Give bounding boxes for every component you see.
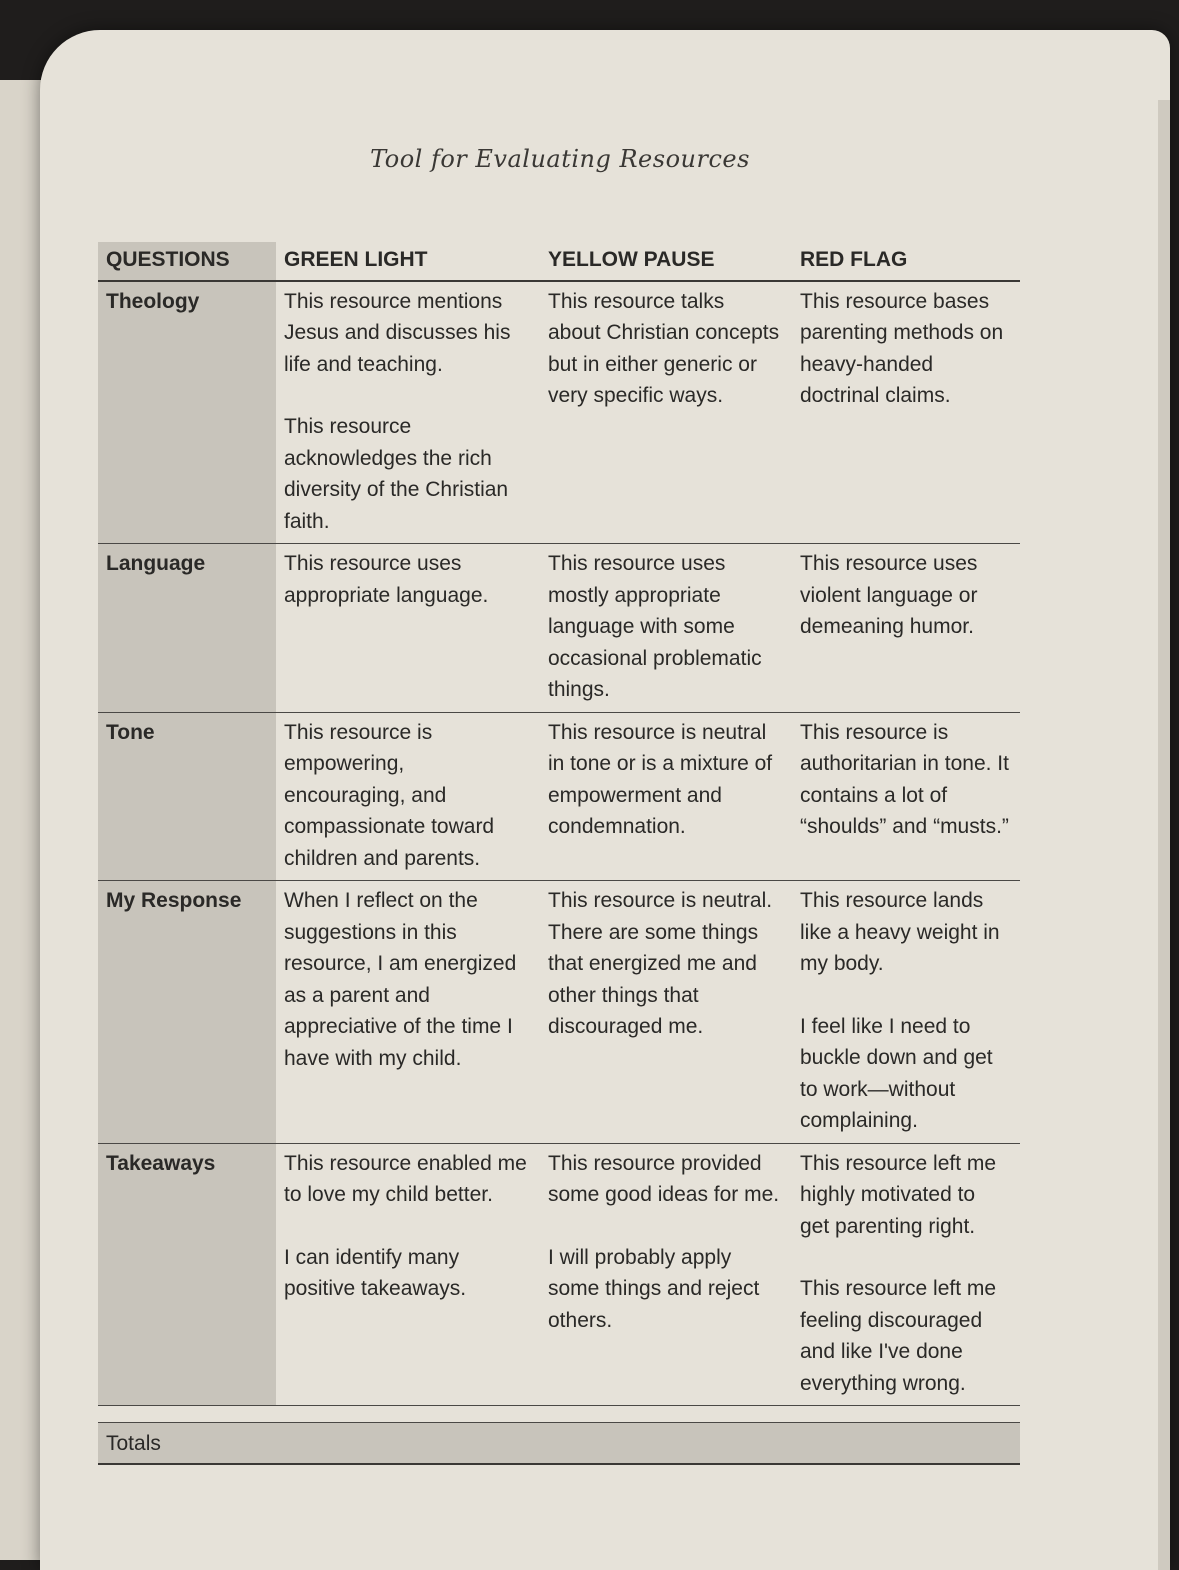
question-cell: Takeaways (98, 1143, 276, 1406)
green-cell (276, 712, 540, 881)
yellow-text: This resource is neutral. There are some things that energized me and other things that discouraged me. (548, 889, 773, 1038)
red-cell (792, 281, 1020, 544)
question-cell: Theology (98, 281, 276, 544)
page-edges (1158, 100, 1170, 1570)
green-text: This resource enabled me to love my child better. (284, 1151, 527, 1206)
green-cell (276, 881, 540, 1144)
red-cell (792, 712, 1020, 881)
header-row (98, 242, 1020, 281)
table-row (98, 881, 1020, 1144)
yellow-cell (540, 712, 792, 881)
yellow-cell (540, 281, 792, 544)
table-row (98, 544, 1020, 713)
red-text: This resource uses violent language or demeaning humor. (800, 552, 978, 638)
question-cell: Language (98, 544, 276, 713)
question-cell: My Response (98, 881, 276, 1144)
red-cell (792, 1143, 1020, 1406)
green-text: This resource is empowering, encouraging, and compassionate toward children and parents. (284, 720, 495, 870)
red-text: This resource left me highly motivated to get parenting right. (800, 1151, 997, 1238)
red-text: This resource bases parenting methods on heavy-handed doctrinal claims. (800, 289, 1004, 407)
header-yellow-pause: YELLOW PAUSE (540, 242, 792, 281)
header-questions: QUESTIONS (98, 242, 276, 281)
yellow-text: This resource talks about Christian concepts but in either generic or very specific ways. (548, 289, 780, 407)
green-cell (276, 1143, 540, 1406)
totals-row (98, 1423, 1020, 1465)
yellow-cell (540, 544, 792, 713)
table-row (98, 1143, 1020, 1406)
yellow-cell (540, 1143, 792, 1406)
header-red-flag: RED FLAG (792, 242, 1020, 281)
green-text: This resource mentions Jesus and discusses his life and teaching. (284, 289, 511, 376)
green-text: When I reflect on the suggestions in this resource, I am energized as a parent and appreciative of the time I have with my child. (284, 889, 517, 1070)
header-green-light: GREEN LIGHT (276, 242, 540, 281)
red-text: This resource left me feeling discouraged and like I've done everything wrong. (800, 1277, 997, 1395)
yellow-text: This resource is neutral in tone or is a mixture of empowerment and condemnation. (548, 720, 773, 838)
table-row (98, 281, 1020, 544)
yellow-text: This resource uses mostly appropriate language with some occasional problematic things. (548, 552, 762, 701)
red-text: This resource is authoritarian in tone. It contains a lot of “shoulds” and “musts.” (800, 720, 1009, 838)
green-text: This resource acknowledges the rich diversity of the Christian faith. (284, 415, 509, 533)
question-cell: Tone (98, 712, 276, 881)
table-row (98, 712, 1020, 881)
red-text: This resource lands like a heavy weight in my body. (800, 889, 1000, 975)
green-text: I can identify many positive takeaways. (284, 1245, 467, 1300)
red-text: I feel like I need to buckle down and get to work—without complaining. (800, 1014, 993, 1132)
yellow-text: This resource provided some good ideas for me. (548, 1151, 780, 1206)
totals-label: Totals (98, 1423, 1020, 1465)
red-cell (792, 544, 1020, 713)
spacer-row (98, 1406, 1020, 1423)
red-cell (792, 881, 1020, 1144)
green-cell (276, 544, 540, 713)
yellow-cell (540, 881, 792, 1144)
green-text: This resource uses appropriate language. (284, 552, 489, 607)
evaluation-table (98, 242, 1020, 1465)
green-cell (276, 281, 540, 544)
spacer-cell (98, 1406, 1020, 1423)
yellow-text: I will probably apply some things and reject others. (548, 1245, 760, 1332)
page-title: Tool for Evaluating Resources (370, 145, 750, 173)
